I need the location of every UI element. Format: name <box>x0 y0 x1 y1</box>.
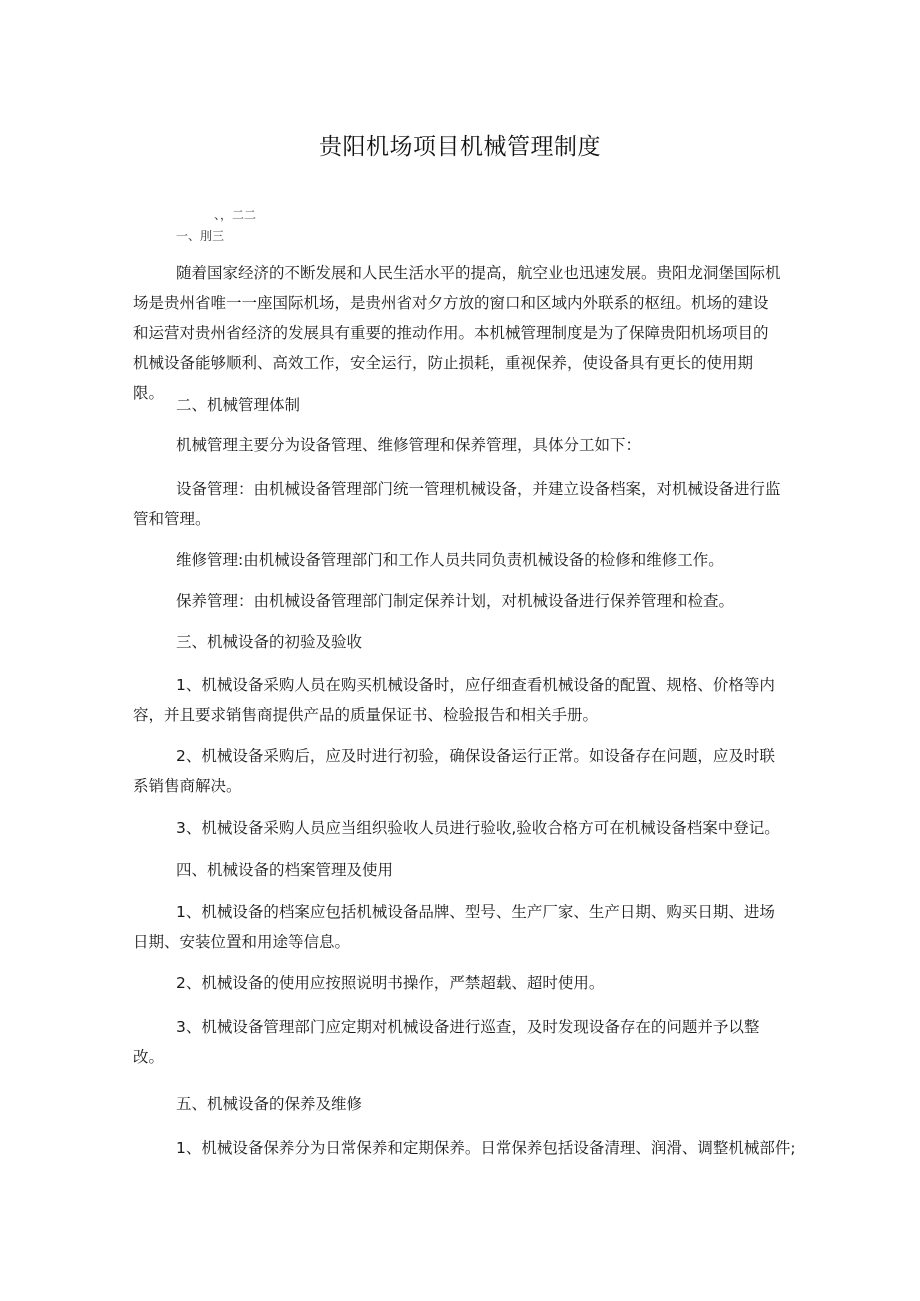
intro-paragraph: 随着国家经济的不断发展和人民生活水平的提高，航空业也迅速发展。贵阳龙洞堡国际机场是贵州省唯一一座国际机场，是贵州省对夕方放的窗口和区域内外联系的枢纽。机场的建设和运营对贵州省经济的发展具有重要的推动作用。本机械管理制度是为了保障贵阳机场项目的机械设备能够顺利、高效工作，安全运行，防止损耗，重视保养，使设备具有更长的使用期限。 <box>133 264 781 402</box>
section-3-paragraph-2: 2、机械设备采购后，应及时进行初验，确保设备运行正常。如设备存在问题，应及时联系销售商解决。 <box>133 747 775 795</box>
section-4-paragraph-2: 2、机械设备的使用应按照说明书操作，严禁超载、超时使用。 <box>176 974 605 992</box>
section-2-paragraph-3: 维修管理:由机械设备管理部门和工作人员共同负责机械设备的检修和维修工作。 <box>176 551 724 569</box>
section-2-heading: 二、机械管理体制 <box>176 396 301 414</box>
document-title: 贵阳机场项目机械管理制度 <box>319 134 601 160</box>
section-4-paragraph-1: 1、机械设备的档案应包括机械设备品牌、型号、生产厂家、生产日期、购买日期、进场日期、安装位置和用途等信息。 <box>133 903 775 951</box>
section-5-heading: 五、机械设备的保养及维修 <box>176 1095 363 1113</box>
section-3-heading: 三、机械设备的初验及验收 <box>176 633 363 651</box>
section-5-paragraph-1: 1、机械设备保养分为日常保养和定期保养。日常保养包括设备清理、润滑、调整机械部件; <box>176 1139 796 1157</box>
section-1-heading: 一、刖三 <box>176 229 225 243</box>
section-3-paragraph-1: 1、机械设备采购人员在购买机械设备时，应仔细查看机械设备的配置、规格、价格等内容，并且要求销售商提供产品的质量保证书、检验报告和相关手册。 <box>133 676 775 724</box>
section-3-paragraph-3: 3、机械设备采购人员应当组织验收人员进行验收,验收合格方可在机械设备档案中登记。 <box>176 819 780 837</box>
section-4-paragraph-3: 3、机械设备管理部门应定期对机械设备进行巡查，及时发现设备存在的问题并予以整改。 <box>133 1018 760 1066</box>
section-2-paragraph-4: 保养管理：由机械设备管理部门制定保养计划，对机械设备进行保养管理和检查。 <box>176 592 735 610</box>
section-4-heading: 四、机械设备的档案管理及使用 <box>176 861 394 879</box>
garbled-text: 、，二二 <box>214 208 257 222</box>
section-2-paragraph-2: 设备管理：由机械设备管理部门统一管理机械设备，并建立设备档案，对机械设备进行监管和管理。 <box>133 480 781 528</box>
section-2-paragraph-1: 机械管理主要分为设备管理、维修管理和保养管理，具体分工如下： <box>176 436 642 454</box>
